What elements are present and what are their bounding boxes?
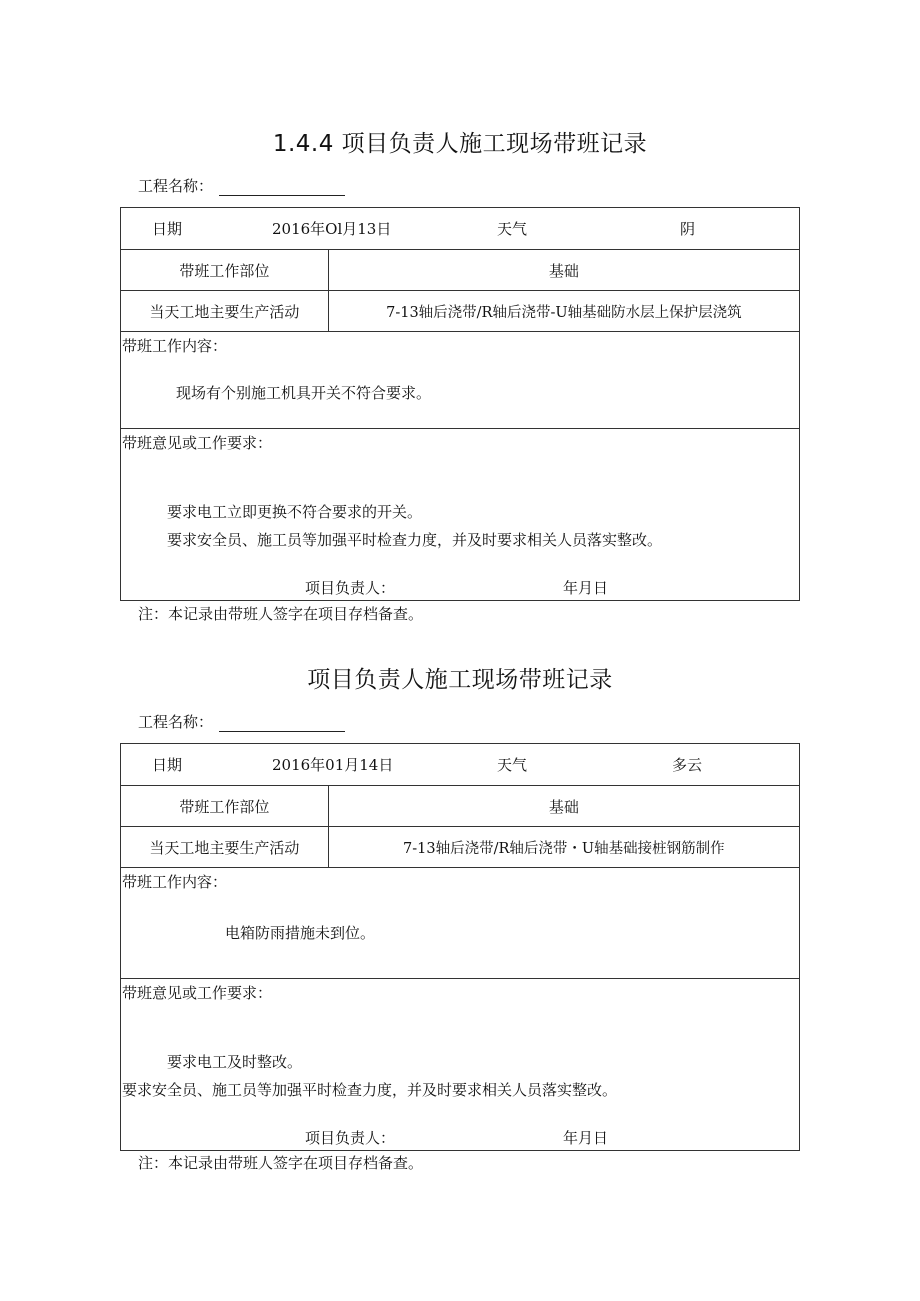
date-weather-cell	[121, 208, 800, 250]
project-name-row	[138, 712, 345, 732]
activity-label: 当天工地主要生产活动	[121, 827, 329, 868]
opinion-line-1: 要求电工及时整改。	[167, 1053, 303, 1071]
opinion-line-2: 要求安全员、施工员等加强平时检查力度，并及时要求相关人员落实整改。	[122, 1081, 618, 1099]
weather-label: 天气	[497, 756, 528, 774]
weather-value: 多云	[672, 756, 703, 774]
project-name-label: 工程名称：	[138, 177, 214, 195]
signer-label: 项目负责人：	[305, 1129, 396, 1147]
activity-label: 当天工地主要生产活动	[121, 291, 329, 332]
project-name-blank	[219, 181, 345, 196]
opinion-line-1: 要求电工立即更换不符合要求的开关。	[167, 503, 423, 521]
location-label: 带班工作部位	[121, 250, 329, 291]
content-label: 带班工作内容：	[122, 337, 228, 355]
signer-date: 年月日	[563, 1129, 609, 1147]
activity-value: 7-13轴后浇带/R轴后浇带-U轴基础防水层上保护层浇筑	[328, 291, 799, 332]
opinion-line-2: 要求安全员、施工员等加强平时检查力度，并及时要求相关人员落实整改。	[167, 531, 663, 549]
weather-value: 阴	[680, 220, 696, 238]
signer-date: 年月日	[563, 579, 609, 597]
record-note: 注：本记录由带班人签字在项目存档备查。	[138, 605, 424, 623]
signer-label: 项目负责人：	[305, 579, 396, 597]
date-weather-cell	[121, 744, 800, 786]
location-value: 基础	[328, 250, 799, 291]
weather-label: 天气	[497, 220, 528, 238]
location-label: 带班工作部位	[121, 786, 329, 827]
record-table	[120, 207, 800, 601]
date-value: 2016年01月14日	[272, 756, 394, 774]
content-cell	[121, 868, 800, 979]
content-cell	[121, 332, 800, 429]
date-label: 日期	[152, 756, 183, 774]
location-value: 基础	[328, 786, 799, 827]
content-text: 电箱防雨措施未到位。	[225, 924, 376, 942]
opinion-cell	[121, 429, 800, 601]
content-text: 现场有个别施工机具开关不符合要求。	[176, 384, 432, 402]
project-name-row	[138, 176, 345, 196]
record-table	[120, 743, 800, 1151]
activity-value: 7-13轴后浇带/R轴后浇带・U轴基础接桩钢筋制作	[328, 827, 799, 868]
record-note: 注：本记录由带班人签字在项目存档备查。	[138, 1154, 424, 1172]
content-label: 带班工作内容：	[122, 873, 228, 891]
project-name-label: 工程名称：	[138, 713, 214, 731]
date-label: 日期	[152, 220, 183, 238]
date-value: 2016年Ol月13日	[272, 220, 392, 238]
opinion-label: 带班意见或工作要求：	[122, 984, 273, 1002]
record-title: 项目负责人施工现场带班记录	[307, 667, 613, 693]
project-name-blank	[219, 717, 345, 732]
record-title: 1.4.4 项目负责人施工现场带班记录	[272, 131, 648, 157]
opinion-cell	[121, 979, 800, 1151]
opinion-label: 带班意见或工作要求：	[122, 434, 273, 452]
